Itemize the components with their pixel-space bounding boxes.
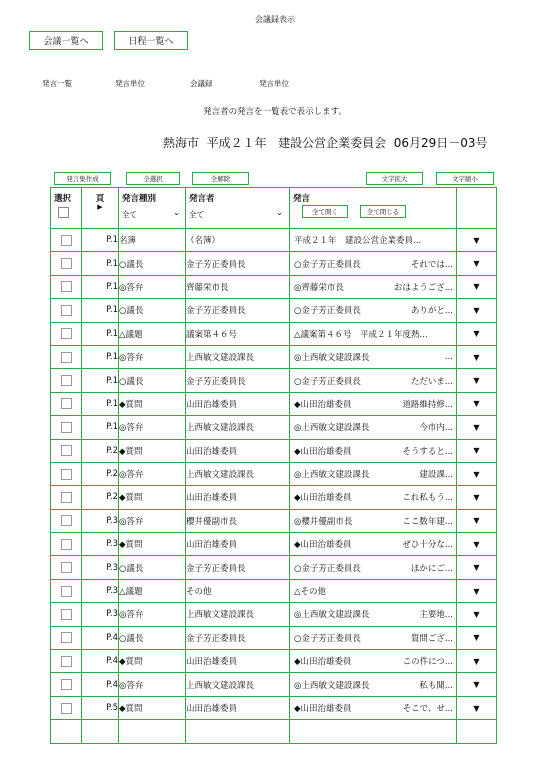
row-checkbox[interactable] — [61, 328, 72, 339]
row-type: ◎答弁 — [119, 509, 186, 532]
expand-triangle-icon[interactable]: ▼ — [457, 626, 497, 649]
row-page: P.3 — [82, 603, 119, 626]
row-type: ○議長 — [119, 369, 186, 392]
table-row — [51, 486, 497, 509]
statement-lead: ◎上西敏文建設課長 — [294, 610, 370, 621]
header-statement-label: 発言 — [293, 194, 311, 204]
statement-tail: この件につ... — [402, 657, 453, 668]
table-row — [51, 345, 497, 368]
text-shrink-button[interactable]: 文字縮小 — [436, 172, 494, 185]
close-all-button[interactable]: 全て閉じる — [360, 205, 406, 218]
row-checkbox[interactable] — [61, 562, 72, 573]
row-checkbox[interactable] — [61, 703, 72, 714]
row-speaker: 山田治雄委員 — [186, 392, 290, 415]
expand-triangle-icon[interactable]: ▼ — [457, 650, 497, 673]
row-page: P.3 — [82, 556, 119, 579]
header-page-label: 頁 — [95, 194, 105, 204]
select-all-checkbox[interactable] — [58, 207, 69, 218]
row-statement[interactable] — [290, 416, 457, 439]
header-select-label: 選択 — [54, 194, 72, 204]
statement-lead: ◆山田治雄委員 — [294, 446, 352, 457]
statement-lead: ○金子芳正委員長 — [294, 563, 361, 574]
statement-tail: 今市内... — [419, 423, 453, 434]
row-speaker: 上西敏文建設課長 — [186, 603, 290, 626]
row-speaker: 金子芳正委員長 — [186, 252, 290, 275]
row-select-cell — [51, 696, 82, 719]
expand-triangle-icon[interactable]: ▼ — [457, 416, 497, 439]
row-speaker: 上西敏文建設課長 — [186, 673, 290, 696]
sub-nav-minutes[interactable]: 会議録 — [190, 79, 213, 88]
row-checkbox[interactable] — [61, 515, 72, 526]
row-select-cell — [51, 275, 82, 298]
row-statement[interactable] — [290, 322, 457, 345]
statement-tail: それでは... — [410, 259, 453, 270]
row-type: ◆質問 — [119, 439, 186, 462]
row-type: ◆質問 — [119, 696, 186, 719]
statement-lead: △その他 — [294, 587, 327, 598]
table-row — [51, 439, 497, 462]
row-page: P.2 — [82, 462, 119, 485]
row-speaker: 上西敏文建設課長 — [186, 416, 290, 439]
row-type: 名簿 — [119, 229, 186, 252]
statement-tail: そうすると... — [402, 446, 453, 457]
row-type: ◎答弁 — [119, 345, 186, 368]
statement-tail: そこで、せ... — [402, 704, 453, 714]
row-type: ◎答弁 — [119, 416, 186, 439]
page-description: 発言者の発言を一覧表で表示します。 — [203, 107, 347, 117]
row-select-cell — [51, 462, 82, 485]
row-checkbox[interactable] — [61, 656, 72, 667]
row-page: P.2 — [82, 486, 119, 509]
sub-nav-statement-unit-1[interactable]: 発言単位 — [115, 79, 145, 88]
row-select-cell — [51, 509, 82, 532]
row-page: P.1 — [82, 392, 119, 415]
expand-triangle-icon[interactable]: ▼ — [457, 345, 497, 368]
expand-triangle-icon[interactable]: ▼ — [457, 509, 497, 532]
statement-tail: おはようござ... — [393, 282, 453, 293]
row-page: P.1 — [82, 369, 119, 392]
statement-tail: 主要地... — [419, 610, 453, 621]
row-speaker: 山田治雄委員 — [186, 696, 290, 719]
row-statement[interactable] — [290, 345, 457, 368]
row-statement[interactable] — [290, 275, 457, 298]
row-statement[interactable] — [290, 369, 457, 392]
statement-tail: ただいま... — [410, 376, 453, 387]
chevron-down-icon: ⌄ — [276, 208, 283, 217]
row-statement[interactable] — [290, 509, 457, 532]
statement-lead: △議案第４６号 平成２１年度熱... — [294, 329, 428, 340]
row-statement[interactable] — [290, 696, 457, 719]
sub-nav-statement-unit-2[interactable]: 発言単位 — [259, 79, 289, 88]
statement-tail: 質問ござ... — [410, 633, 453, 644]
row-type: ◎答弁 — [119, 462, 186, 485]
row-statement[interactable] — [290, 252, 457, 275]
row-type: ◎答弁 — [119, 603, 186, 626]
row-checkbox[interactable] — [61, 609, 72, 620]
row-statement[interactable] — [290, 392, 457, 415]
statement-tail: 私も聞... — [419, 680, 453, 691]
table-row — [51, 556, 497, 579]
statement-lead: 平成２１年 建設公営企業委員... — [294, 236, 422, 247]
row-statement[interactable] — [290, 486, 457, 509]
row-select-cell — [51, 369, 82, 392]
row-speaker: 山田治雄委員 — [186, 533, 290, 556]
row-type: ○議長 — [119, 299, 186, 322]
row-page: P.1 — [82, 275, 119, 298]
table-row — [51, 579, 497, 602]
table-row — [51, 509, 497, 532]
expand-triangle-icon[interactable]: ▼ — [457, 369, 497, 392]
row-checkbox[interactable] — [61, 258, 72, 269]
statement-lead: ○金子芳正委員長 — [294, 306, 361, 317]
table-row — [51, 369, 497, 392]
row-speaker: 上西敏文建設課長 — [186, 462, 290, 485]
speaker-filter-select[interactable] — [189, 209, 285, 222]
table-row — [51, 673, 497, 696]
statement-lead: ◎上西敏文建設課長 — [294, 353, 370, 364]
statement-lead: ◆山田治雄委員 — [294, 493, 352, 504]
expand-triangle-icon[interactable]: ▼ — [457, 252, 497, 275]
expand-triangle-icon[interactable]: ▼ — [457, 696, 497, 719]
header-expand — [457, 188, 497, 229]
statement-lead: ◎上西敏文建設課長 — [294, 423, 370, 434]
statement-rows — [51, 229, 497, 744]
header-statement — [290, 188, 457, 229]
open-all-button[interactable]: 全て開く — [302, 205, 348, 218]
table-row — [51, 603, 497, 626]
row-statement[interactable] — [290, 229, 457, 252]
row-speaker: 山田治雄委員 — [186, 486, 290, 509]
header-type — [119, 188, 186, 229]
expand-triangle-icon[interactable]: ▼ — [457, 299, 497, 322]
type-filter-select[interactable] — [122, 209, 182, 222]
table-row — [51, 392, 497, 415]
schedule-list-button[interactable]: 日程一覧へ — [114, 31, 188, 50]
row-page: P.1 — [82, 252, 119, 275]
header-speaker — [186, 188, 290, 229]
statement-lead: ◎櫻井優副市長 — [294, 516, 353, 527]
statement-lead: ◆山田治雄委員 — [294, 657, 352, 668]
row-checkbox[interactable] — [61, 352, 72, 363]
row-checkbox[interactable] — [61, 281, 72, 292]
row-page: P.3 — [82, 509, 119, 532]
expand-triangle-icon[interactable]: ▼ — [457, 229, 497, 252]
row-type: ◆質問 — [119, 392, 186, 415]
row-checkbox[interactable] — [61, 305, 72, 316]
expand-triangle-icon[interactable]: ▼ — [457, 603, 497, 626]
text-enlarge-button[interactable]: 文字拡大 — [366, 172, 423, 185]
row-select-cell — [51, 252, 82, 275]
deselect-all-button[interactable]: 全解除 — [192, 172, 249, 185]
row-speaker: その他 — [186, 579, 290, 602]
row-type: ○議長 — [119, 626, 186, 649]
table-row — [51, 696, 497, 719]
row-checkbox[interactable] — [61, 398, 72, 409]
row-statement[interactable] — [290, 299, 457, 322]
row-page: P.4 — [82, 673, 119, 696]
table-row — [51, 275, 497, 298]
row-select-cell — [51, 579, 82, 602]
statement-tail: これ私もう... — [402, 493, 453, 504]
row-statement[interactable] — [290, 626, 457, 649]
sort-arrow-icon[interactable]: ▶ — [97, 203, 103, 211]
row-speaker: 山田治雄委員 — [186, 650, 290, 673]
row-checkbox[interactable] — [61, 492, 72, 503]
expand-triangle-icon[interactable]: ▼ — [457, 392, 497, 415]
table-row — [51, 533, 497, 556]
row-select-cell — [51, 533, 82, 556]
header-type-label: 発言種別 — [122, 194, 157, 204]
row-page: P.2 — [82, 439, 119, 462]
row-page: P.1 — [82, 416, 119, 439]
expand-triangle-icon[interactable]: ▼ — [457, 439, 497, 462]
statement-table — [50, 187, 497, 744]
statement-lead: ◎上西敏文建設課長 — [294, 470, 370, 481]
row-select-cell — [51, 486, 82, 509]
row-speaker: 議案第４６号 — [186, 322, 290, 345]
sub-nav-statement-list[interactable]: 発言一覧 — [42, 79, 72, 88]
table-row — [51, 229, 497, 252]
row-page: P.1 — [82, 322, 119, 345]
row-select-cell — [51, 345, 82, 368]
expand-triangle-icon[interactable]: ▼ — [457, 533, 497, 556]
row-select-cell — [51, 650, 82, 673]
row-page: P.3 — [82, 533, 119, 556]
row-select-cell — [51, 229, 82, 252]
row-statement[interactable] — [290, 533, 457, 556]
row-type: ◎答弁 — [119, 275, 186, 298]
header-speaker-label: 発言者 — [189, 194, 215, 204]
row-type: ◆質問 — [119, 533, 186, 556]
row-type: ◆質問 — [119, 650, 186, 673]
row-select-cell — [51, 673, 82, 696]
row-checkbox[interactable] — [61, 375, 72, 386]
table-row — [51, 462, 497, 485]
statement-lead: ◎齊藤栄市長 — [294, 282, 344, 293]
row-speaker: 金子芳正委員長 — [186, 369, 290, 392]
speaker-filter-value: 全て — [189, 210, 204, 219]
row-select-cell — [51, 299, 82, 322]
statement-tail: 建設課... — [419, 470, 453, 481]
statement-lead: ○金子芳正委員長 — [294, 633, 361, 644]
statement-lead: ○金子芳正委員長 — [294, 259, 361, 270]
row-type: ◆質問 — [119, 486, 186, 509]
row-page: P.4 — [82, 626, 119, 649]
chevron-down-icon: ⌄ — [173, 208, 180, 217]
row-statement[interactable] — [290, 439, 457, 462]
row-type: ◎答弁 — [119, 673, 186, 696]
row-speaker: 山田治雄委員 — [186, 439, 290, 462]
row-type: ○議長 — [119, 252, 186, 275]
type-filter-value: 全て — [122, 210, 137, 219]
row-checkbox[interactable] — [61, 586, 72, 597]
row-statement[interactable] — [290, 556, 457, 579]
row-checkbox[interactable] — [61, 632, 72, 643]
row-checkbox[interactable] — [61, 679, 72, 690]
header-select — [51, 188, 82, 229]
row-select-cell — [51, 392, 82, 415]
header-page — [82, 188, 119, 229]
table-row — [51, 322, 497, 345]
statement-lead: ○金子芳正委員長 — [294, 376, 361, 387]
row-page: P.3 — [82, 579, 119, 602]
row-speaker: 上西敏文建設課長 — [186, 345, 290, 368]
row-speaker: 金子芳正委員長 — [186, 556, 290, 579]
table-row — [51, 299, 497, 322]
statement-tail: ここ数年建... — [402, 516, 453, 527]
statement-tail: 道路維持修... — [402, 399, 453, 410]
table-row-partial — [51, 720, 497, 743]
row-page: P.4 — [82, 650, 119, 673]
expand-triangle-icon[interactable]: ▼ — [457, 556, 497, 579]
table-row — [51, 416, 497, 439]
row-speaker: 齊藤栄市長 — [186, 275, 290, 298]
expand-triangle-icon[interactable]: ▼ — [457, 486, 497, 509]
row-select-cell — [51, 626, 82, 649]
row-select-cell — [51, 322, 82, 345]
row-page: P.1 — [82, 299, 119, 322]
meeting-heading: 熱海市 平成２１年 建設公営企業委員会 06月29日－03号 — [163, 136, 488, 150]
row-checkbox[interactable] — [61, 235, 72, 246]
row-speaker: 金子芳正委員長 — [186, 626, 290, 649]
row-type: ○議長 — [119, 556, 186, 579]
row-page: P.5 — [82, 696, 119, 719]
row-type: △議題 — [119, 579, 186, 602]
row-statement[interactable] — [290, 579, 457, 602]
row-statement[interactable] — [290, 673, 457, 696]
statement-lead: ◆山田治雄委員 — [294, 540, 352, 551]
row-page: P.1 — [82, 229, 119, 252]
statement-tail: ほかにご... — [410, 563, 453, 574]
row-select-cell — [51, 439, 82, 462]
statement-lead: ◆山田治雄委員 — [294, 704, 352, 714]
statement-tail: ありがと... — [410, 306, 453, 317]
row-select-cell — [51, 416, 82, 439]
row-select-cell — [51, 603, 82, 626]
statement-tail: ぜひ十分な... — [402, 540, 453, 551]
expand-triangle-icon[interactable]: ▼ — [457, 462, 497, 485]
row-checkbox[interactable] — [61, 445, 72, 456]
row-page: P.1 — [82, 345, 119, 368]
expand-triangle-icon[interactable]: ▼ — [457, 275, 497, 298]
statement-tail: ... — [444, 352, 453, 363]
row-speaker: 金子芳正委員長 — [186, 299, 290, 322]
expand-triangle-icon[interactable]: ▼ — [457, 673, 497, 696]
select-all-button[interactable]: 全選択 — [126, 172, 180, 185]
statement-lead: ◎上西敏文建設課長 — [294, 680, 370, 691]
table-row — [51, 626, 497, 649]
expand-triangle-icon[interactable]: ▼ — [457, 322, 497, 345]
table-row — [51, 252, 497, 275]
row-type: △議題 — [119, 322, 186, 345]
row-checkbox[interactable] — [61, 539, 72, 550]
row-select-cell — [51, 556, 82, 579]
row-statement[interactable] — [290, 650, 457, 673]
row-statement[interactable] — [290, 603, 457, 626]
row-checkbox[interactable] — [61, 469, 72, 480]
row-statement[interactable] — [290, 462, 457, 485]
page-title: 会議録表示 — [255, 15, 295, 24]
row-checkbox[interactable] — [61, 422, 72, 433]
expand-triangle-icon[interactable]: ▼ — [457, 579, 497, 602]
create-collection-button[interactable]: 発言集作成 — [54, 172, 111, 185]
table-row — [51, 650, 497, 673]
statement-lead: ◆山田治雄委員 — [294, 399, 352, 410]
row-speaker: 櫻井優副市長 — [186, 509, 290, 532]
row-speaker: （名簿） — [186, 229, 290, 252]
meeting-list-button[interactable]: 会議一覧へ — [29, 31, 103, 50]
